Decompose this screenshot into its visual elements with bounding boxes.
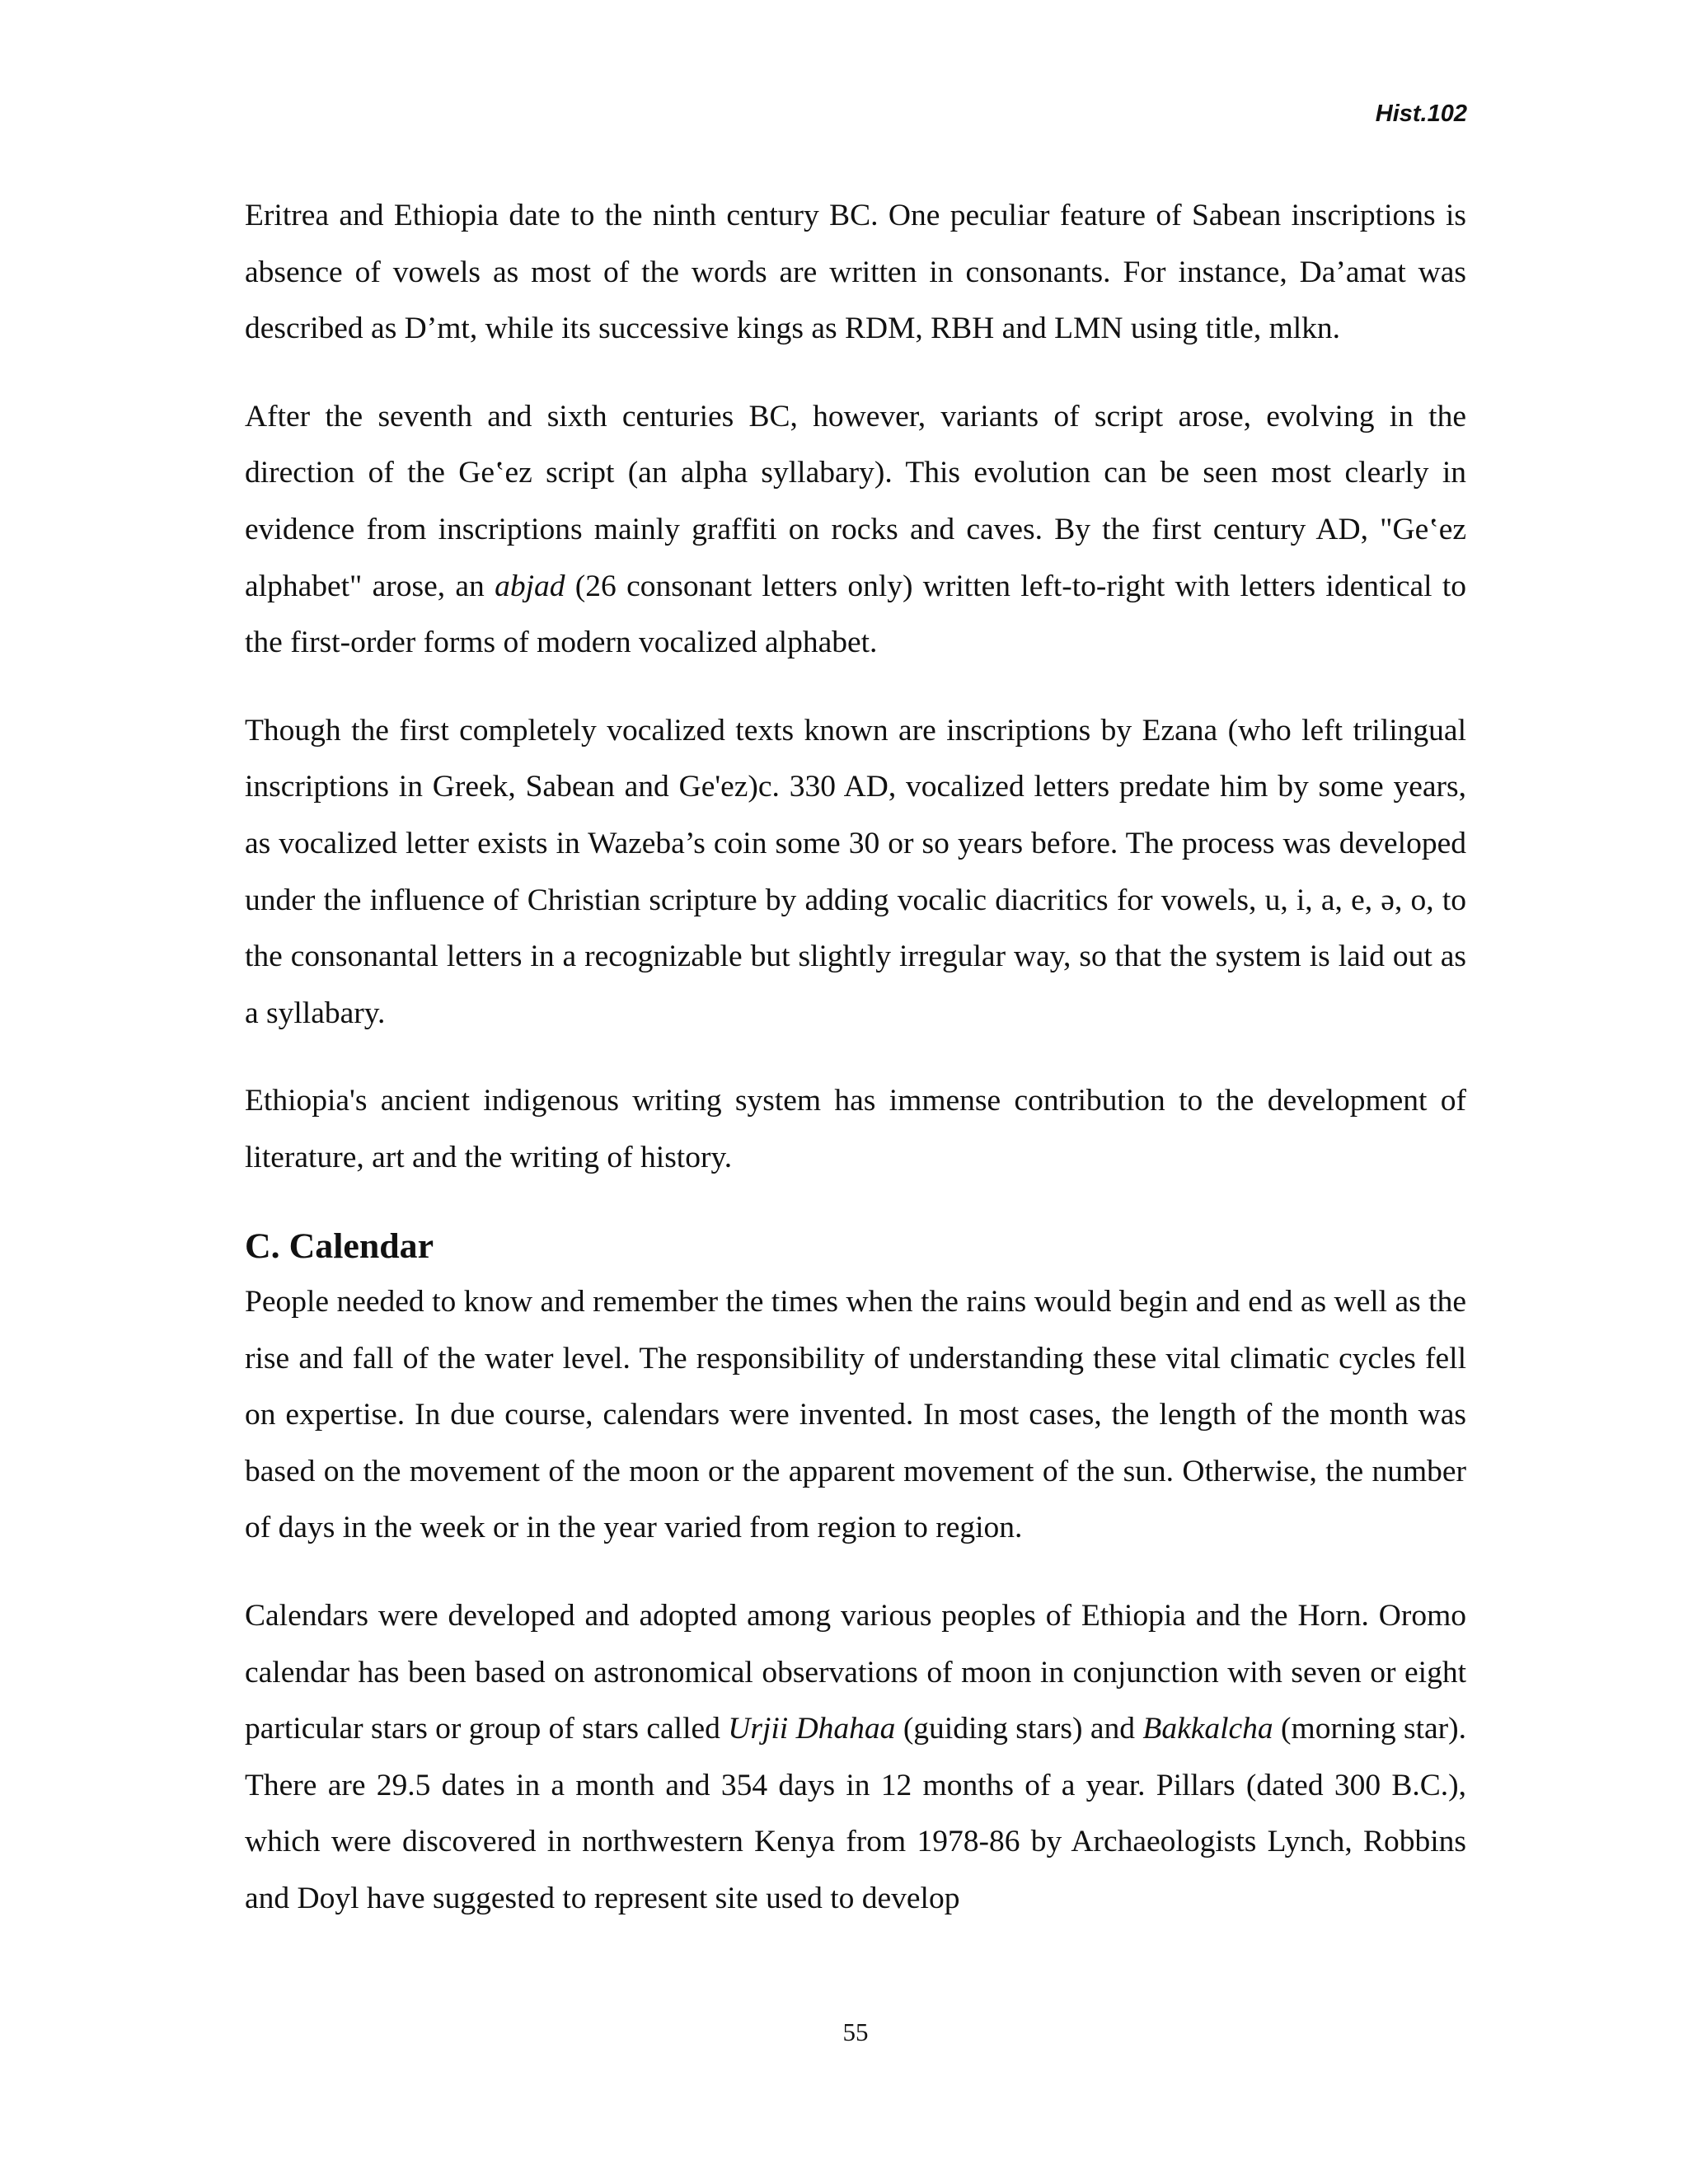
page-body [245, 188, 1466, 1928]
italic-term-bakkalcha: Bakkalcha [1142, 1712, 1273, 1746]
paragraph-text: Calendars were developed and adopted among various peoples of Ethiopia and the Horn. Oromo calendar has been based on astronomical observations of moon in conjunction with seven or eight particular stars or group of stars called [245, 1599, 1466, 1746]
paragraph-geez-script-evolution [245, 389, 1466, 672]
italic-term-abjad: abjad [495, 569, 565, 603]
running-header: Hist.102 [1375, 101, 1467, 127]
italic-term-urjii-dhahaa: Urjii Dhahaa [728, 1712, 896, 1746]
paragraph-text: (morning star). There are 29.5 dates in a month and 354 days in 12 months of a year. Pillars (dated 300 B.C.), which were discovered in northwestern Kenya from 1978-86 by Archaeologists Lynch, Robbins and Doyl have suggested to represent site used to develop [245, 1712, 1467, 1916]
page-number: 55 [842, 2018, 869, 2046]
paragraph-text: After the seventh and sixth centuries BC, however, variants of script arose, evolving in the direction of the Geʽez script (an alpha syllabary). This evolution can be seen most clearly in evidence from inscriptions mainly graffiti on rocks and caves. By the first century AD, "Geʽez alphabet" arose, an [245, 399, 1466, 603]
paragraph-text: (guiding stars) and [895, 1712, 1143, 1746]
paragraph-vocalized-texts: Though the first completely vocalized texts known are inscriptions by Ezana (who left trilingual inscriptions in Greek, Sabean and Ge'ez)c. 330 AD, vocalized letters predate him by some years, as vocalized letter exists in Wazeba’s coin some 30 or so years before. The process was developed under the influence of Christian scripture by adding vocalic diacritics for vowels, u, i, a, e, ə, o, to the consonantal letters in a recognizable but slightly irregular way, so that the system is laid out as a syllabary. [245, 713, 1466, 1030]
section-heading-calendar: C. Calendar [245, 1226, 434, 1266]
paragraph-sabean-inscriptions: Eritrea and Ethiopia date to the ninth century BC. One peculiar feature of Sabean inscriptions is absence of vowels as most of the words are written in consonants. For instance, Da’amat was described as D’mt, while its successive kings as RDM, RBH and LMN using title, mlkn. [245, 199, 1466, 346]
paragraph-text: (26 consonant letters only) written left-to-right with letters identical to the first-order forms of modern vocalized alphabet. [245, 569, 1466, 660]
paragraph-writing-contribution: Ethiopia's ancient indigenous writing system has immense contribution to the development of literature, art and the writing of history. [245, 1084, 1466, 1174]
paragraph-calendar-origins: People needed to know and remember the times when the rains would begin and end as well as the rise and fall of the water level. The responsibility of understanding these vital climatic cycles fell on expertise. In due course, calendars were invented. In most cases, the length of the month was based on the movement of the moon or the apparent movement of the sun. Otherwise, the number of days in the week or in the year varied from region to region. [245, 1285, 1466, 1545]
paragraph-oromo-calendar [245, 1588, 1466, 1928]
